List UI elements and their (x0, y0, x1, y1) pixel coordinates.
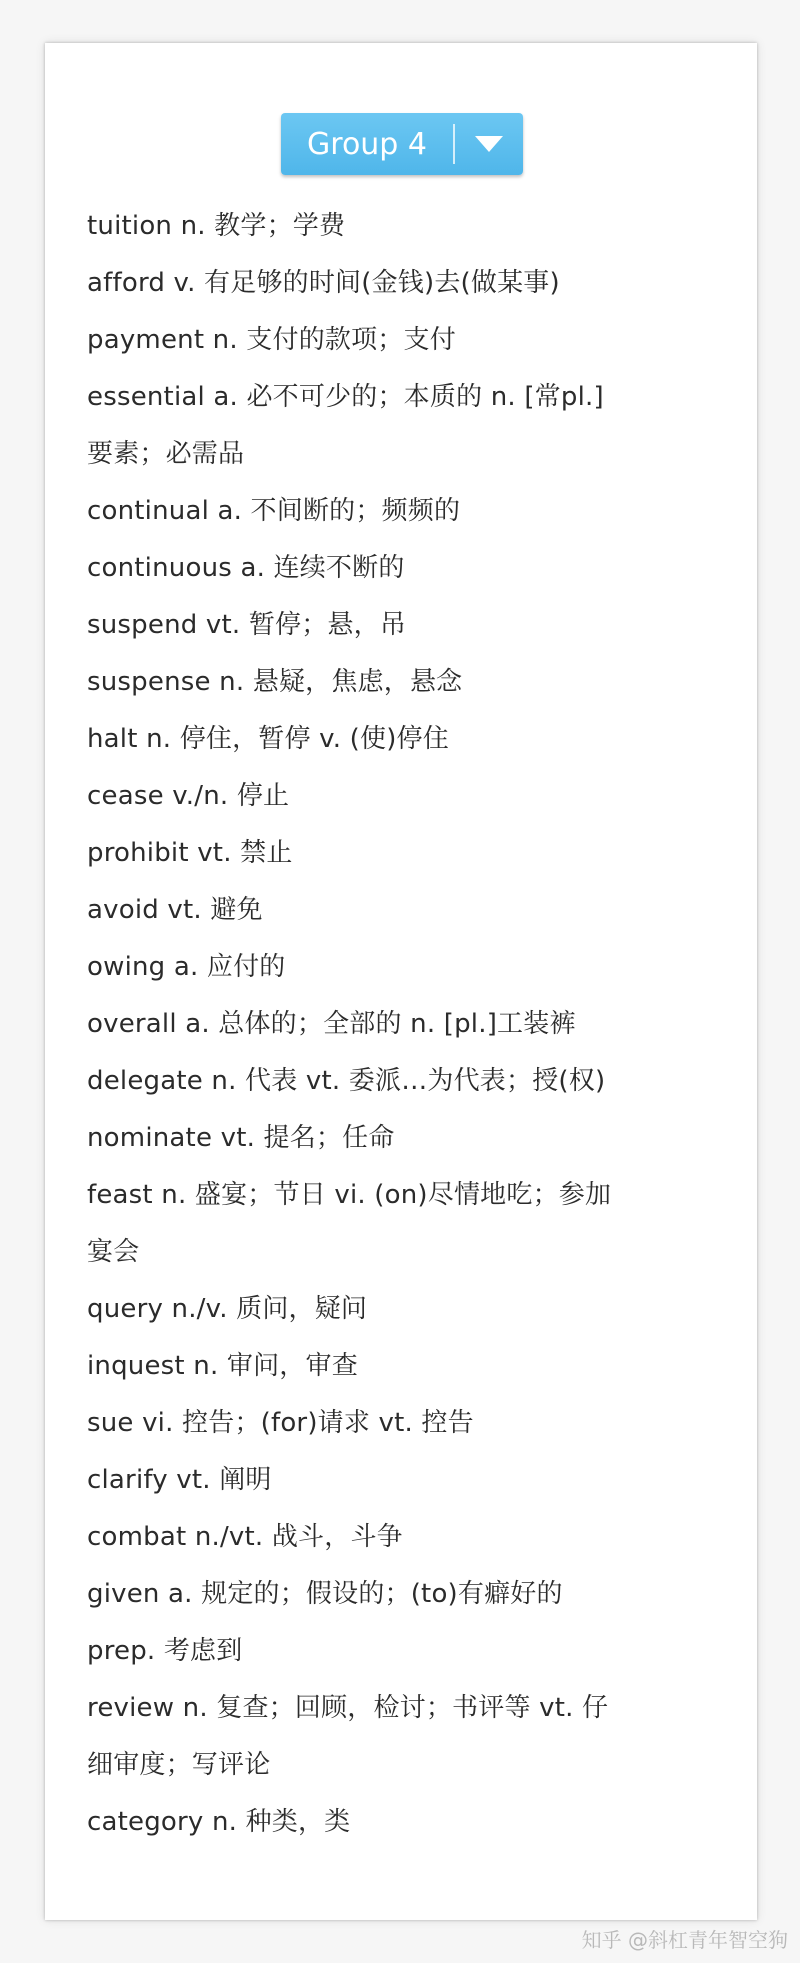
vocabulary-line: tuition n. 教学；学费 (87, 211, 346, 241)
vocabulary-line: cease v./n. 停止 (87, 781, 290, 811)
vocabulary-line: suspend vt. 暂停；悬，吊 (87, 610, 407, 640)
dropdown-toggle[interactable] (455, 136, 523, 152)
vocabulary-line: avoid vt. 避免 (87, 895, 263, 925)
vocabulary-line: prohibit vt. 禁止 (87, 838, 293, 868)
vocabulary-list (87, 198, 727, 1851)
vocabulary-line: continual a. 不间断的；频频的 (87, 496, 461, 526)
vocabulary-line: nominate vt. 提名；任命 (87, 1123, 395, 1153)
vocabulary-line: overall a. 总体的；全部的 n. [pl.]工装裤 (87, 1009, 576, 1039)
vocabulary-line: prep. 考虑到 (87, 1636, 243, 1666)
vocabulary-line: inquest n. 审问，审查 (87, 1351, 358, 1381)
vocabulary-line: given a. 规定的；假设的；(to)有癖好的 (87, 1579, 563, 1609)
vocabulary-line: 要素；必需品 (87, 439, 245, 469)
vocabulary-line: essential a. 必不可少的；本质的 n. [常pl.] (87, 382, 604, 412)
vocabulary-line: sue vi. 控告；(for)请求 vt. 控告 (87, 1408, 474, 1438)
caret-down-icon (475, 136, 503, 152)
vocabulary-card (45, 43, 757, 1920)
vocabulary-line: owing a. 应付的 (87, 952, 286, 982)
group-dropdown-label: Group 4 (307, 126, 427, 162)
vocabulary-line: category n. 种类，类 (87, 1807, 351, 1837)
vocabulary-line: payment n. 支付的款项；支付 (87, 325, 456, 355)
vocabulary-line: combat n./vt. 战斗，斗争 (87, 1522, 403, 1552)
vocabulary-line: suspense n. 悬疑，焦虑，悬念 (87, 667, 463, 697)
watermark: 知乎 @斜杠青年智空狗 (581, 1928, 788, 1952)
vocabulary-line: query n./v. 质问，疑问 (87, 1294, 368, 1324)
vocabulary-line: delegate n. 代表 vt. 委派…为代表；授(权) (87, 1066, 606, 1096)
vocabulary-line: clarify vt. 阐明 (87, 1465, 272, 1495)
vocabulary-line: afford v. 有足够的时间(金钱)去(做某事) (87, 268, 560, 298)
vocabulary-line: review n. 复查；回顾，检讨；书评等 vt. 仔 (87, 1693, 609, 1723)
vocabulary-line: feast n. 盛宴；节日 vi. (on)尽情地吃；参加 (87, 1180, 612, 1210)
vocabulary-line: continuous a. 连续不断的 (87, 553, 405, 583)
vocabulary-line: 细审度；写评论 (87, 1750, 271, 1780)
group-dropdown[interactable] (281, 113, 523, 175)
vocabulary-line: 宴会 (87, 1237, 140, 1267)
vocabulary-line: halt n. 停住，暂停 v. (使)停住 (87, 724, 449, 754)
